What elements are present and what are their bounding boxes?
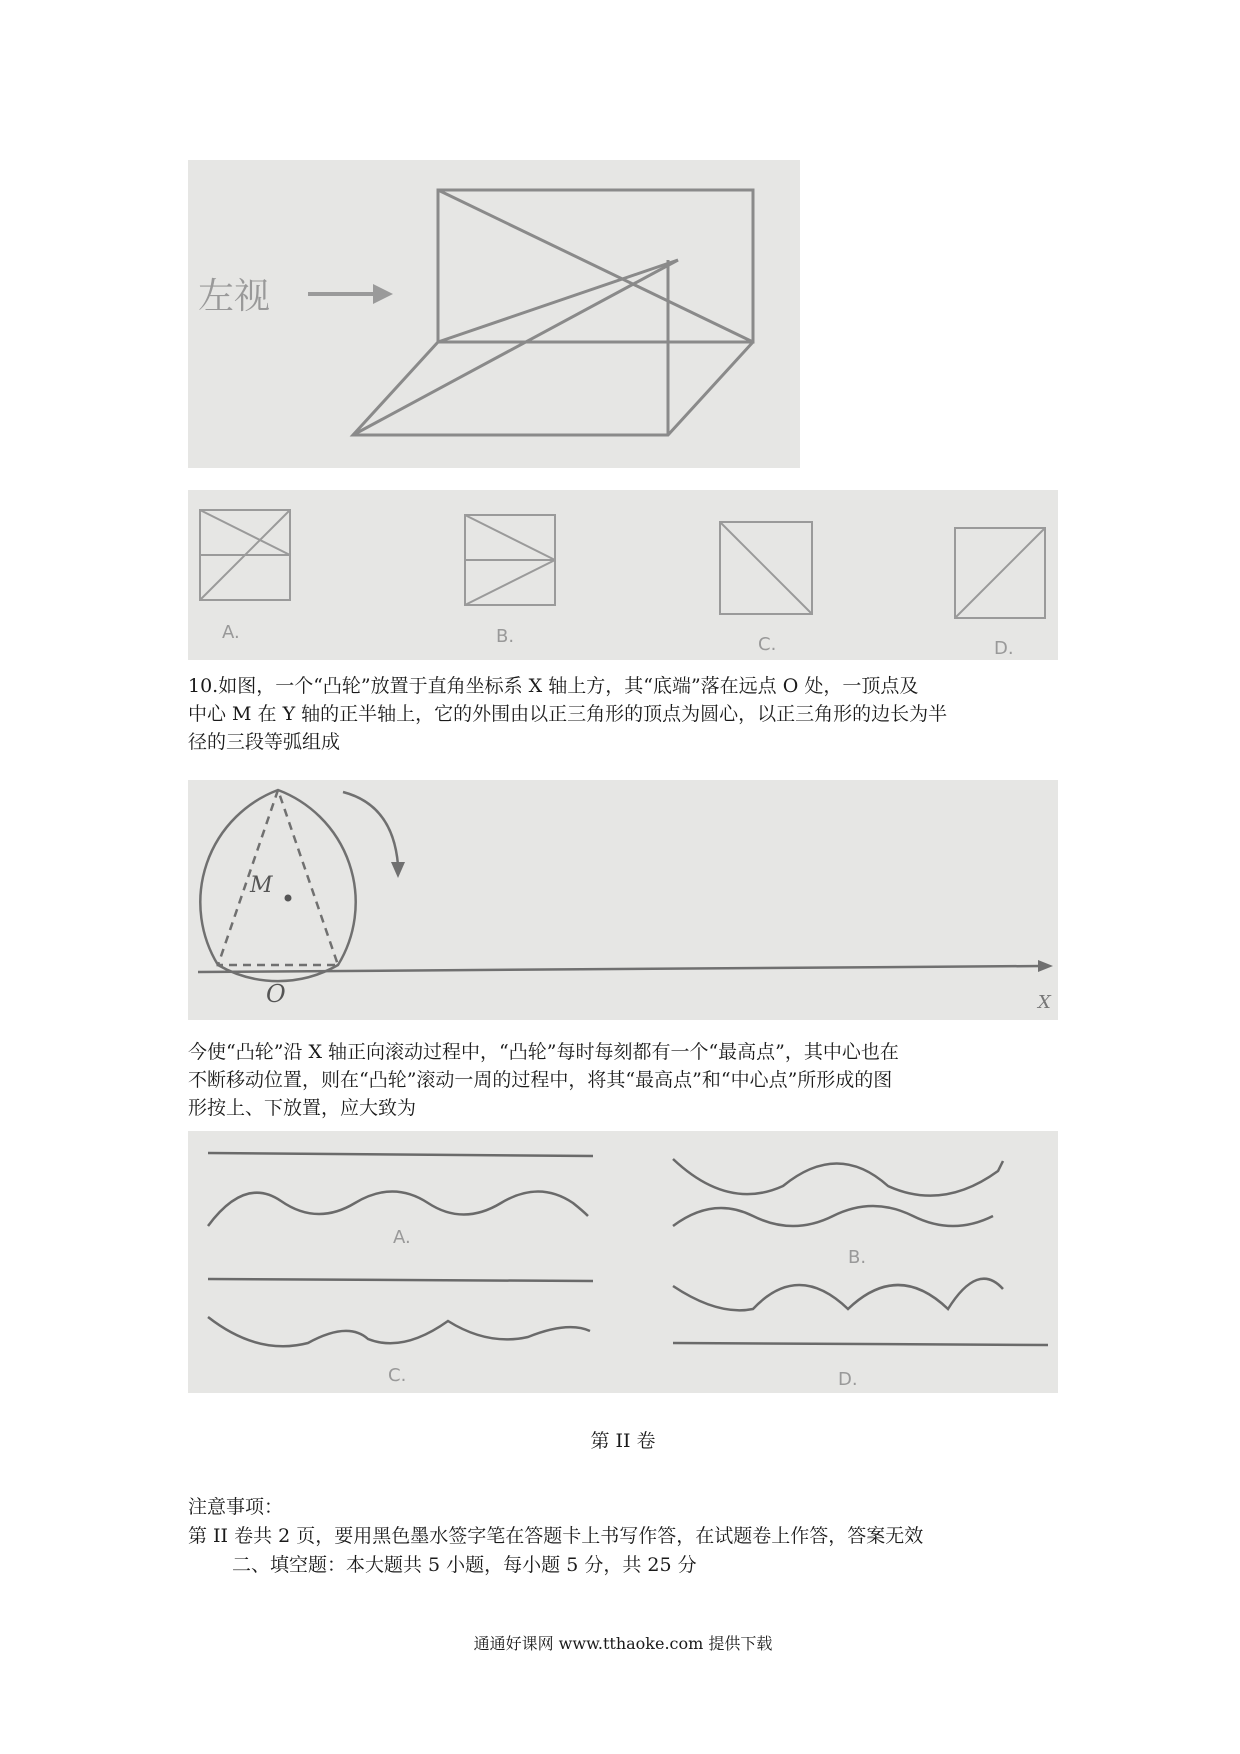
option-d-figure — [955, 528, 1045, 618]
footer-source: 通通好课网 www.tthaoke.com 提供下载 — [473, 1634, 773, 1653]
option-c-label: C. — [388, 1365, 407, 1386]
notes-line-1: 第 II 卷共 2 页，要用黑色墨水签字笔在答题卡上书写作答，在试题卷上作答，答案无效 — [188, 1525, 924, 1547]
figure-view-options — [188, 490, 1058, 660]
center-point — [285, 895, 292, 902]
question-10-line-1: 10.如图，一个“凸轮”放置于直角坐标系 X 轴上方，其“底端”落在远点 O 处，一顶点及 — [188, 675, 919, 697]
figure-cam — [188, 780, 1058, 1020]
option-a-label: A. — [393, 1227, 411, 1248]
curve-options-drawing — [188, 1131, 1058, 1393]
option-b-label: B. — [496, 626, 515, 647]
option-d-curves — [673, 1279, 1048, 1345]
cam-drawing — [188, 780, 1058, 1020]
question-10b-line-3: 形按上、下放置，应大致为 — [188, 1097, 417, 1119]
center-m-label: M — [250, 873, 273, 898]
option-c-curves — [208, 1279, 593, 1346]
figure-3d-solid — [188, 160, 800, 468]
question-10-continuation — [188, 1038, 1058, 1122]
notes-heading: 注意事项： — [188, 1496, 284, 1518]
solid-drawing — [188, 160, 800, 468]
option-b-curves — [673, 1159, 1003, 1226]
option-b-figure — [465, 515, 555, 605]
option-a-figure — [200, 510, 290, 600]
option-b-label: B. — [848, 1247, 867, 1268]
x-axis-label: X — [1038, 992, 1051, 1013]
option-d-label: D. — [838, 1369, 858, 1390]
option-c-figure — [720, 522, 812, 614]
axis-arrowhead — [1038, 960, 1053, 972]
question-10-line-2: 中心 M 在 Y 轴的正半轴上，它的外围由以正三角形的顶点为圆心，以正三角形的边长为半 — [188, 703, 948, 725]
question-10b-line-1: 今使“凸轮”沿 X 轴正向滚动过程中，“凸轮”每时每刻都有一个“最高点”，其中心也在 — [188, 1041, 899, 1063]
figure-curve-options — [188, 1131, 1058, 1393]
question-10-text — [188, 672, 1058, 756]
view-options-drawing — [188, 490, 1058, 660]
rotation-arrowhead — [391, 862, 405, 878]
fill-in-section-heading: 二、填空题：本大题共 5 小题，每小题 5 分，共 25 分 — [232, 1554, 697, 1576]
option-d-label: D. — [994, 638, 1014, 659]
question-10-line-3: 径的三段等弧组成 — [188, 731, 341, 753]
left-view-label: 左视 — [198, 276, 271, 317]
section-title: 第 II 卷 — [590, 1430, 656, 1452]
option-c-label: C. — [758, 634, 777, 655]
question-10b-line-2: 不断移动位置，则在“凸轮”滚动一周的过程中，将其“最高点”和“中心点”所形成的图 — [188, 1069, 893, 1091]
left-view-arrow — [308, 284, 393, 304]
option-a-label: A. — [222, 622, 240, 643]
option-a-curves — [208, 1153, 593, 1226]
origin-o-label: O — [266, 980, 286, 1008]
